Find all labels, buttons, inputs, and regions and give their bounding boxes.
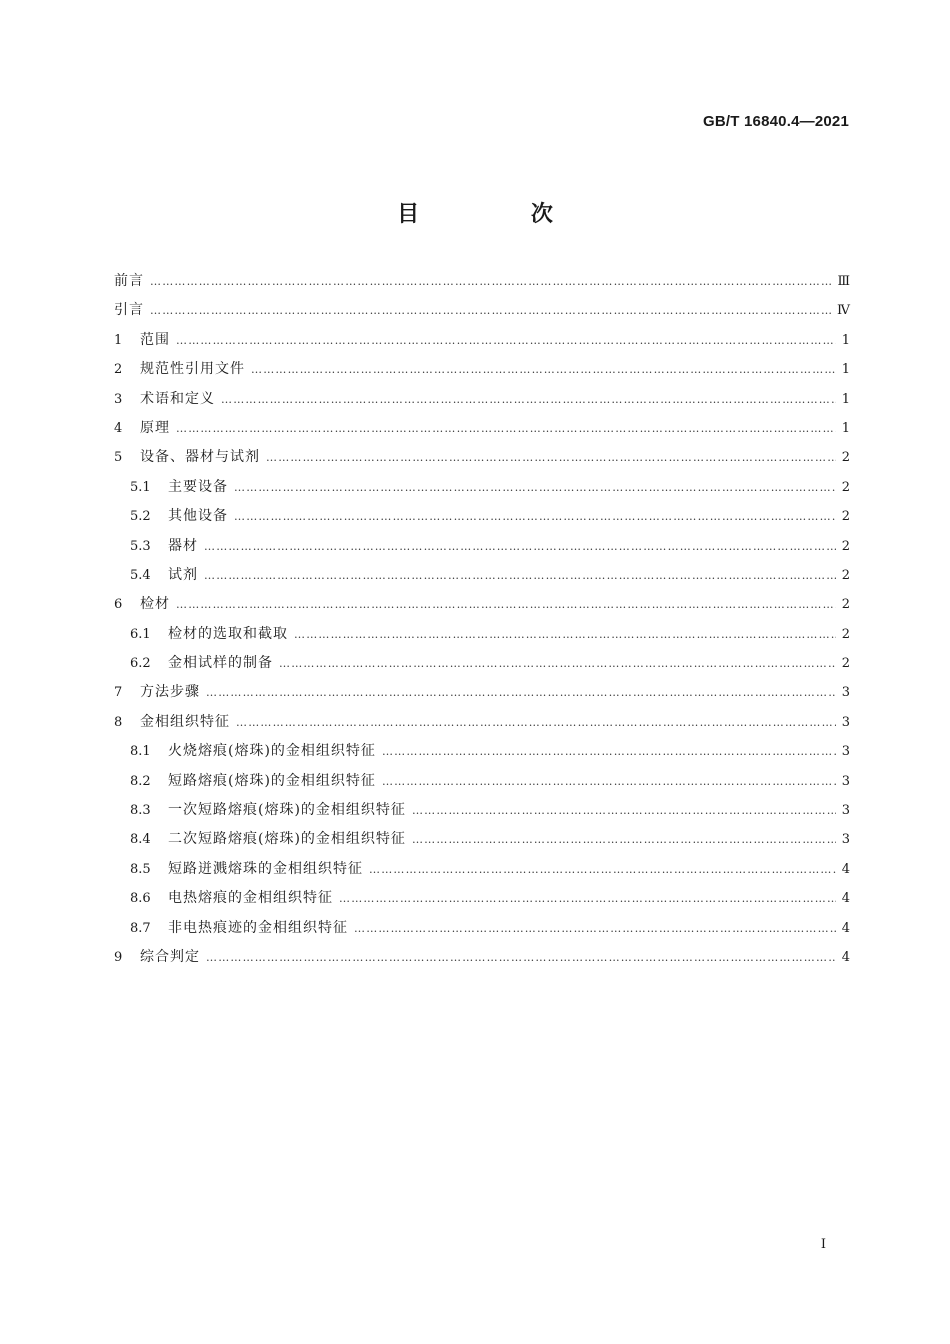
toc-leader-dots [382, 775, 836, 788]
toc-entry-page: 2 [841, 479, 850, 495]
toc-entry[interactable] [114, 858, 850, 887]
toc-entry-number: 8.7 [130, 920, 151, 936]
toc-entry-page: 1 [841, 391, 850, 407]
toc-leader-dots [204, 569, 836, 582]
toc-entry-page: 4 [841, 949, 850, 965]
toc-entry-label: 一次短路熔痕(熔珠)的金相组织特征 [168, 802, 406, 819]
toc-entry-label: 综合判定 [140, 948, 200, 965]
toc-entry[interactable] [114, 299, 850, 328]
toc-entry[interactable] [114, 270, 850, 299]
toc-entry-label: 引言 [114, 302, 144, 319]
toc-entry[interactable] [114, 917, 850, 946]
toc-entry-label: 设备、器材与试剂 [140, 449, 260, 466]
toc-entry-number: 5.1 [130, 479, 151, 495]
toc-entry-label: 方法步骤 [140, 684, 200, 701]
toc-entry-number: 2 [114, 362, 123, 378]
toc-leader-dots [176, 422, 836, 435]
toc-entry-label: 规范性引用文件 [140, 361, 245, 378]
toc-entry-number: 5.2 [130, 509, 151, 525]
toc-leader-dots [234, 510, 836, 523]
toc-entry-page: 1 [841, 420, 850, 436]
toc-entry-label: 电热熔痕的金相组织特征 [168, 890, 333, 907]
toc-entry-page: 2 [841, 656, 850, 672]
toc-leader-dots [339, 892, 836, 905]
toc-entry-number: 8.1 [130, 744, 151, 760]
toc-entry-page: 1 [841, 332, 850, 348]
toc-entry-label: 前言 [114, 273, 144, 289]
toc-entry-number: 6.2 [130, 656, 151, 672]
toc-leader-dots [176, 334, 836, 347]
toc-entry-label: 二次短路熔痕(熔珠)的金相组织特征 [168, 831, 406, 848]
toc-entry-page: Ⅳ [837, 303, 850, 319]
toc-entry[interactable] [114, 681, 850, 710]
toc-entry[interactable] [114, 564, 850, 593]
toc-leader-dots [236, 716, 836, 729]
toc-entry[interactable] [114, 652, 850, 681]
toc-entry-page: 2 [841, 567, 850, 583]
toc-entry-label: 原理 [140, 419, 170, 436]
toc-entry-number: 5.3 [130, 538, 151, 554]
toc-entry[interactable] [114, 740, 850, 769]
toc-entry-page: 2 [841, 509, 850, 525]
page-title: 目 次 [397, 202, 605, 227]
toc-entry[interactable] [114, 828, 850, 857]
toc-entry[interactable] [114, 887, 850, 916]
toc-entry[interactable] [114, 711, 850, 740]
toc-entry[interactable] [114, 388, 850, 417]
toc-entry[interactable] [114, 329, 850, 358]
toc-entry-label: 范围 [140, 331, 170, 348]
toc-leader-dots [221, 393, 836, 406]
toc-entry-page: 2 [841, 626, 850, 642]
toc-entry-page: 2 [841, 450, 850, 466]
toc-entry-number: 1 [114, 332, 123, 348]
standard-code: GB/T 16840.4—2021 [703, 113, 849, 130]
toc-entry-page: 2 [841, 597, 850, 613]
toc-entry-label: 检材 [140, 596, 170, 613]
toc-entry-label: 非电热痕迹的金相组织特征 [168, 919, 348, 936]
toc-leader-dots [204, 540, 836, 553]
toc-entry-number: 8.6 [130, 891, 151, 907]
toc-entry-label: 器材 [168, 537, 198, 554]
toc-entry-label: 其他设备 [168, 508, 228, 525]
toc-entry-page: 2 [841, 538, 850, 554]
toc-entry[interactable] [114, 799, 850, 828]
toc-entry[interactable] [114, 593, 850, 622]
toc-entry-page: 1 [841, 362, 850, 378]
toc-leader-dots [251, 363, 836, 376]
toc-entry-number: 8.4 [130, 832, 151, 848]
toc-leader-dots [234, 481, 836, 494]
toc-entry-number: 6.1 [130, 626, 151, 642]
toc-entry-label: 短路迸溅熔珠的金相组织特征 [168, 860, 363, 877]
toc-leader-dots [412, 833, 836, 846]
toc-leader-dots [150, 275, 831, 288]
table-of-contents [114, 270, 850, 975]
toc-entry-page: 3 [841, 685, 850, 701]
toc-entry[interactable] [114, 505, 850, 534]
toc-entry-label: 短路熔痕(熔珠)的金相组织特征 [168, 772, 376, 789]
toc-entry-label: 术语和定义 [140, 390, 215, 407]
toc-entry[interactable] [114, 535, 850, 564]
toc-entry-label: 主要设备 [168, 478, 228, 495]
toc-entry-number: 8.5 [130, 861, 151, 877]
toc-leader-dots [206, 951, 836, 964]
toc-entry-page: 3 [841, 773, 850, 789]
toc-leader-dots [279, 657, 836, 670]
toc-entry[interactable] [114, 946, 850, 975]
toc-entry[interactable] [114, 623, 850, 652]
toc-entry-label: 金相组织特征 [140, 713, 230, 730]
toc-entry-number: 6 [114, 597, 123, 613]
toc-entry-number: 4 [114, 420, 123, 436]
toc-entry-page: 3 [841, 803, 850, 819]
page-number: I [820, 1237, 826, 1252]
toc-leader-dots [266, 451, 836, 464]
toc-entry[interactable] [114, 358, 850, 387]
toc-entry-number: 8.2 [130, 773, 151, 789]
toc-leader-dots [206, 686, 836, 699]
toc-entry-label: 金相试样的制备 [168, 655, 273, 672]
toc-entry-number: 5 [114, 450, 123, 466]
toc-entry-number: 9 [114, 949, 123, 965]
toc-leader-dots [294, 628, 836, 641]
toc-entry[interactable] [114, 446, 850, 475]
toc-entry[interactable] [114, 476, 850, 505]
toc-entry-label: 试剂 [168, 566, 198, 583]
toc-entry-number: 3 [114, 391, 123, 407]
toc-entry-number: 7 [114, 685, 123, 701]
toc-entry-number: 5.4 [130, 567, 151, 583]
toc-entry-page: 4 [841, 861, 850, 877]
toc-entry-page: 4 [841, 891, 850, 907]
toc-entry-number: 8 [114, 714, 123, 730]
toc-entry-number: 8.3 [130, 803, 151, 819]
toc-leader-dots [412, 804, 836, 817]
toc-entry-page: 3 [841, 744, 850, 760]
toc-entry-label: 检材的选取和截取 [168, 625, 288, 642]
toc-entry[interactable] [114, 770, 850, 799]
toc-leader-dots [150, 304, 831, 317]
toc-leader-dots [354, 922, 836, 935]
toc-entry-page: 3 [841, 832, 850, 848]
toc-entry[interactable] [114, 417, 850, 446]
toc-entry-page: 3 [841, 714, 850, 730]
toc-leader-dots [176, 598, 836, 611]
toc-leader-dots [382, 745, 836, 758]
toc-entry-page: Ⅲ [837, 274, 850, 289]
toc-entry-page: 4 [841, 920, 850, 936]
toc-leader-dots [369, 863, 836, 876]
toc-entry-label: 火烧熔痕(熔珠)的金相组织特征 [168, 743, 376, 760]
